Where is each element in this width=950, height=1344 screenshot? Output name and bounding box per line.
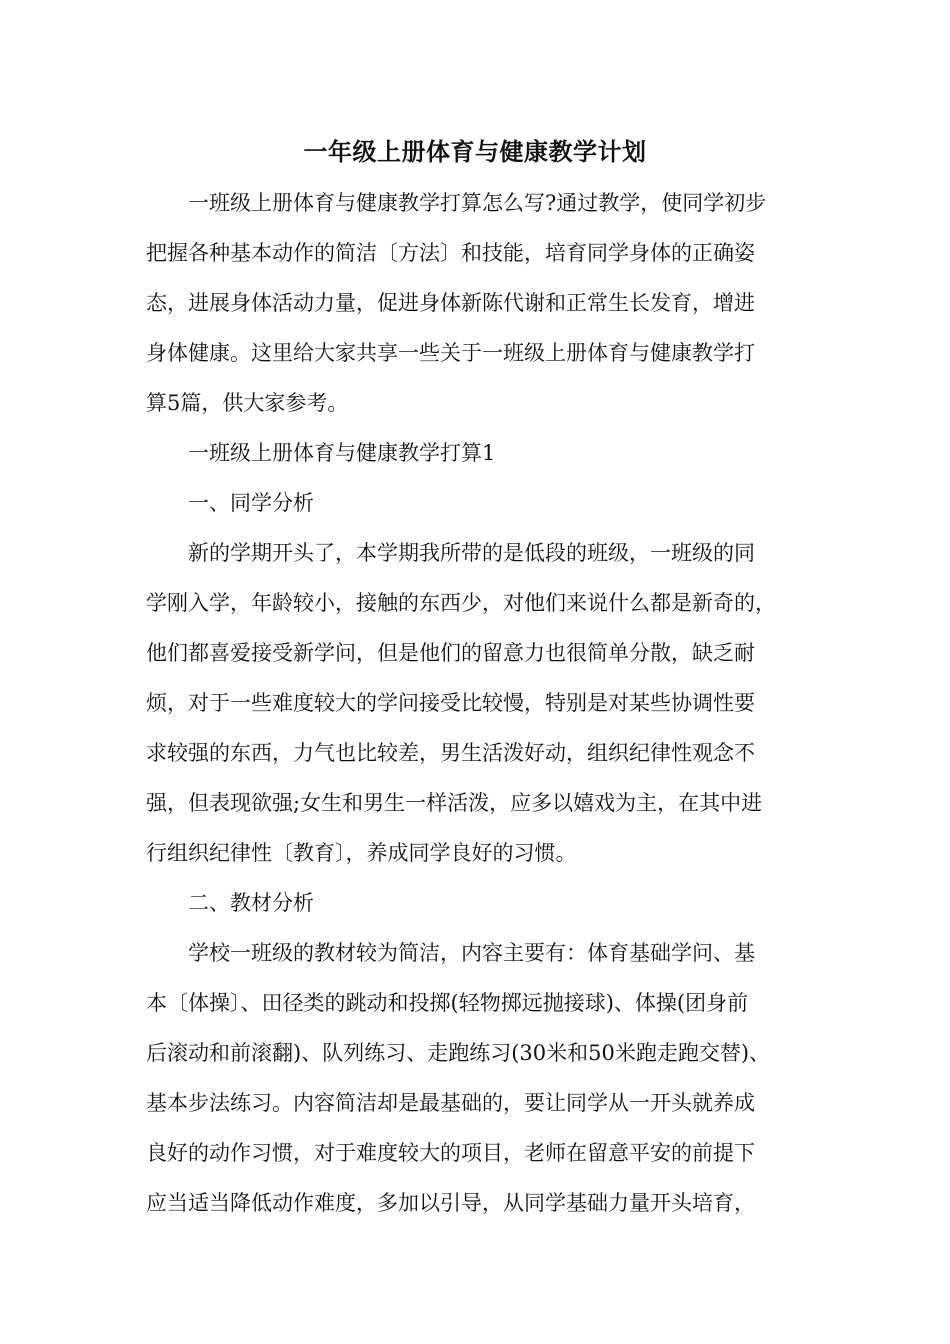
text-line: 本〔体操〕、田径类的跳动和投掷(轻物掷远抛接球)、体操(团身前 [146,991,749,1015]
document-title: 一年级上册体育与健康教学计划 [303,137,647,166]
paragraph-intro [146,178,810,428]
text-line: 强，但表现欲强;女生和男生一样活泼，应多以嬉戏为主，在其中进 [146,791,763,815]
text-line: 一、同学分析 [188,491,314,515]
text-line: 求较强的东西，力气也比较差，男生活泼好动，组织纪律性观念不 [146,741,755,765]
text-line: 他们都喜爱接受新学问，但是他们的留意力也很简单分散，缺乏耐 [146,641,755,665]
text-line: 态，进展身体活动力量，促进身体新陈代谢和正常生长发育，增进 [146,291,755,315]
section-heading-plan-1 [146,428,810,478]
text-line: 后滚动和前滚翻)、队列练习、走跑练习(30米和50米跑走跑交替)、 [146,1041,771,1065]
text-line: 把握各种基本动作的简洁〔方法〕和技能，培育同学身体的正确姿 [146,241,755,265]
text-line: 二、教材分析 [188,891,314,915]
text-line: 应当适当降低动作难度，多加以引导，从同学基础力量开头培育， [146,1191,755,1215]
paragraph-student-analysis [146,528,810,878]
text-line: 行组织纪律性〔教育〕，养成同学良好的习惯。 [146,841,577,865]
paragraph-material-analysis [146,928,810,1228]
section-heading-student-analysis [146,478,810,528]
document-body [146,178,810,1228]
text-line: 烦，对于一些难度较大的学问接受比较慢，特别是对某些协调性要 [146,691,755,715]
text-line: 学刚入学，年龄较小，接触的东西少，对他们来说什么都是新奇的， [146,591,776,615]
text-line: 良好的动作习惯，对于难度较大的项目，老师在留意平安的前提下 [146,1141,755,1165]
text-line: 一班级上册体育与健康教学打算1 [188,441,496,465]
section-heading-material-analysis [146,878,810,928]
text-line: 学校一班级的教材较为简洁，内容主要有：体育基础学问、基 [188,941,755,965]
text-line: 算5篇，供大家参考。 [146,391,349,415]
text-line: 一班级上册体育与健康教学打算怎么写?通过教学，使同学初步 [188,191,767,215]
text-line: 新的学期开头了，本学期我所带的是低段的班级，一班级的同 [188,541,755,565]
text-line: 基本步法练习。内容简洁却是最基础的，要让同学从一开头就养成 [146,1091,755,1115]
text-line: 身体健康。这里给大家共享一些关于一班级上册体育与健康教学打 [146,341,755,365]
